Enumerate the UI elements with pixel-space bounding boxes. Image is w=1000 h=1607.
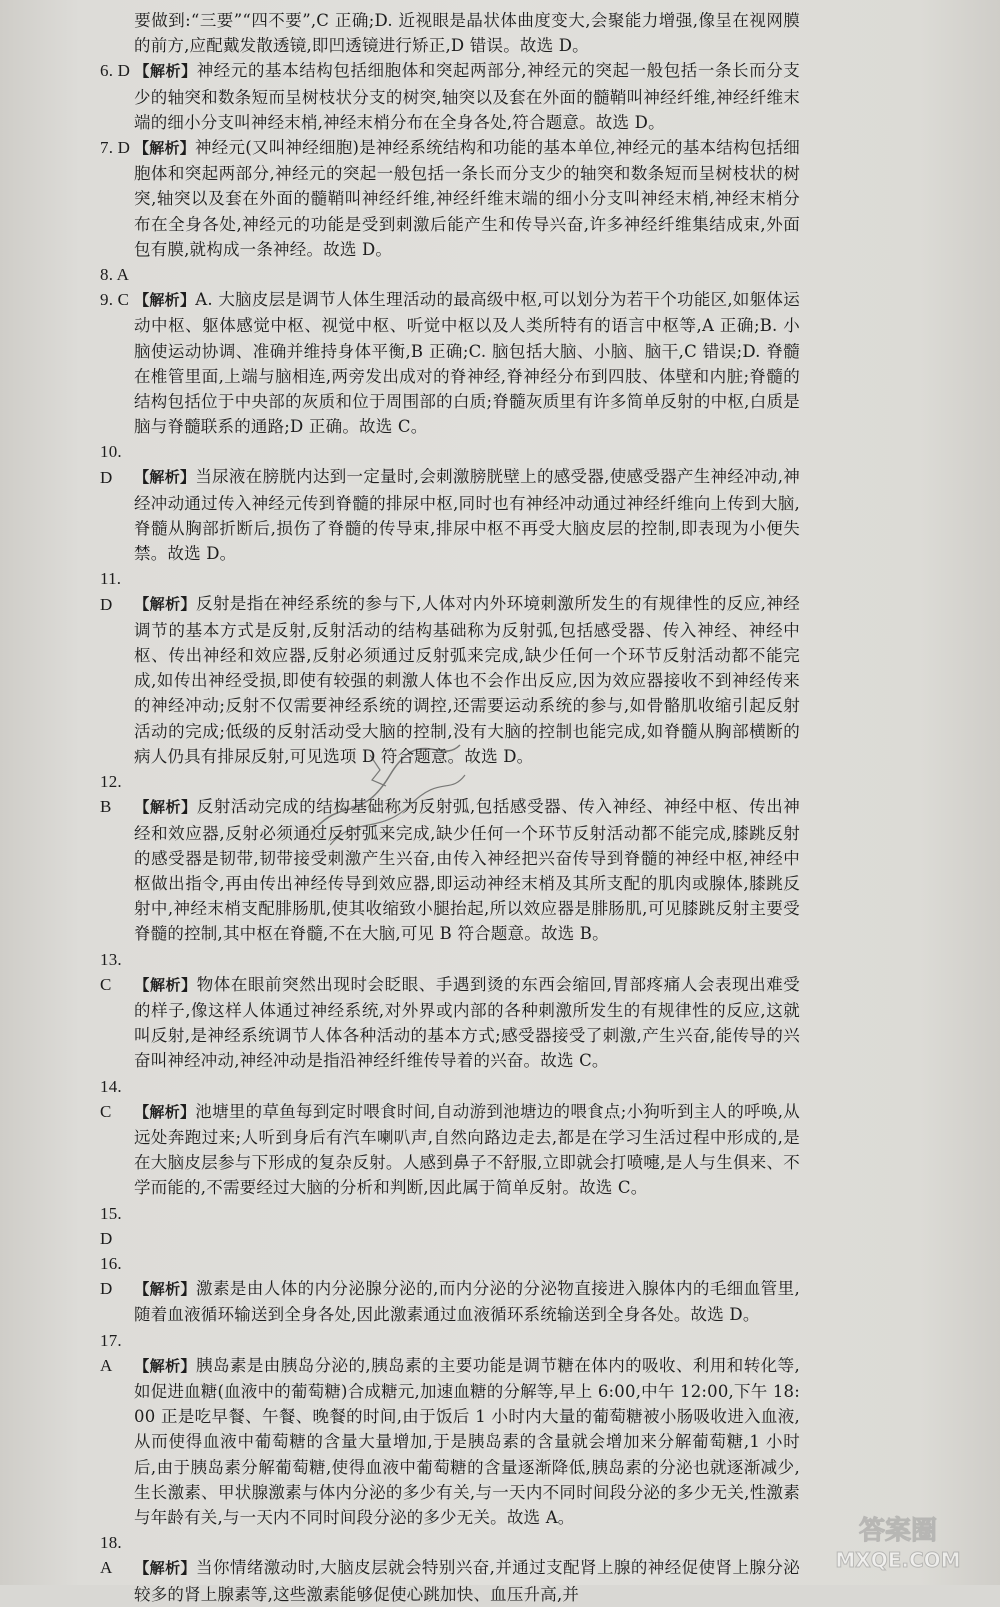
answer-number: 10. D: [100, 442, 122, 487]
watermark-top-text: 答案圈: [858, 1516, 938, 1546]
analysis-tag: 【解析】: [134, 139, 196, 158]
pen-scribble-mark: [300, 735, 470, 855]
answer-number: 17. A: [100, 1330, 122, 1375]
answer-item-15: [100, 1201, 800, 1251]
analysis-tag: 【解析】: [134, 1280, 196, 1299]
answer-text: 当尿液在膀胱内达到一定量时,会刺激膀胱壁上的感受器,使感受器产生神经冲动,神经冲动通过传入神经元传到脊髓的排尿中枢,同时也有神经冲动通过神经纤维向上传到大脑,脊髓从胸部折断后,损伤了脊髓的传导束,排尿中枢不再受大脑皮层的控制,即表现为小便失禁。故选 D。: [134, 467, 800, 564]
analysis-tag: 【解析】: [134, 468, 196, 487]
answer-number: 12. B: [100, 772, 122, 817]
answer-text: 反射活动完成的结构基础称为反射弧,包括感受器、传入神经、神经中枢、传出神经和效应器,反射必须通过反射弧来完成,缺少任何一个环节反射活动都不能完成,膝跳反射的感受器是韧带,韧带接受刺激产生兴奋,由传入神经把兴奋传导到脊髓的神经中枢,神经中枢做出指令,再由传出神经传导到效应器,即运动神经末梢及其所支配的肌肉或腺体,膝跳反射中,神经末梢支配腓肠肌,使其收缩致小腿抬起,所以效应器是腓肠肌,可见膝跳反射主要受脊髓的控制,其中枢在脊髓,不在大脑,可见 B 符合题意。故选 B。: [134, 797, 800, 944]
answer-text: 要做到:“三要”“四不要”,C 正确;D. 近视眼是晶状体曲度变大,会聚能力增强,像呈在视网膜的前方,应配戴发散透镜,即凹透镜进行矫正,D 错误。故选 D。: [134, 11, 800, 56]
watermark-bottom-text: MXQE.COM: [835, 1548, 961, 1572]
answer-item-18: [100, 1530, 800, 1607]
answer-text: 当你情绪激动时,大脑皮层就会特别兴奋,并通过支配肾上腺的神经促使肾上腺分泌较多的肾上腺素等,这些激素能够促使心跳加快、血压升高,并: [134, 1558, 800, 1604]
answer-item-8: [100, 262, 800, 287]
answer-item-5-continued: [100, 8, 800, 58]
answer-number: 7. D: [100, 138, 131, 158]
answer-number: 15. D: [100, 1203, 122, 1248]
analysis-tag: 【解析】: [134, 595, 196, 614]
answer-text: 反射是指在神经系统的参与下,人体对内外环境刺激所发生的有规律性的反应,神经调节的基本方式是反射,反射活动的结构基础称为反射弧,包括感受器、传入神经、神经中枢、传出神经和效应器,反射必须通过反射弧来完成,缺少任何一个环节反射活动都不能完成,如传出神经受损,即使有较强的刺激人体也不会作出反应,因为效应器接收不到神经传来的神经冲动;反射不仅需要神经系统的调控,还需要运动系统的参与,如骨骼肌收缩引起反射活动的完成;低级的反射活动受大脑的控制,没有大脑的控制也能完成,如脊髓从胸部横断的病人仍具有排尿反射,可见选项 D 符合题意。故选 D。: [134, 594, 800, 766]
answer-text: 激素是由人体的内分泌腺分泌的,而内分泌的分泌物直接进入腺体内的毛细血管里,随着血液循环输送到全身各处,因此激素通过血液循环系统输送到全身各处。故选 D。: [134, 1279, 800, 1325]
analysis-tag: 【解析】: [134, 1356, 196, 1375]
answer-text: 物体在眼前突然出现时会眨眼、手遇到烫的东西会缩回,胃部疼痛人会表现出难受的样子,像这样人体通过神经系统,对外界或内部的各种刺激所发生的有规律性的反应,这就叫反射,是神经系统调节人体各种活动的基本方式;感受器接受了刺激,产生兴奋,能传导的兴奋叫神经冲动,神经冲动是指沿神经纤维传导着的兴奋。故选 C。: [134, 974, 800, 1071]
answer-item-10: [100, 439, 800, 566]
answer-text: 池塘里的草鱼每到定时喂食时间,自动游到池塘边的喂食点;小狗听到主人的呼唤,从远处奔跑过来;人听到身后有汽车喇叭声,自然向路边走去,都是在学习生活过程中形成的,是在大脑皮层参与下形成的复杂反射。人感到鼻子不舒服,立即就会打喷嚏,是人与生俱来、不学而能的,不需要经过大脑的分析和判断,因此属于简单反射。故选 C。: [134, 1101, 800, 1198]
answer-item-6: [100, 58, 800, 135]
analysis-tag: 【解析】: [134, 798, 197, 817]
analysis-tag: 【解析】: [134, 1559, 196, 1578]
answer-number: 8. A: [100, 265, 130, 285]
answer-text: 神经元的基本结构包括细胞体和突起两部分,神经元的突起一般包括一条长而分支少的轴突和数条短而呈树枝状分支的树突,轴突以及套在外面的髓鞘叫神经纤维,神经纤维末端的细小分支叫神经末梢,神经末梢分布在全身各处,符合题意。故选 D。: [134, 61, 800, 132]
answer-text: A. 大脑皮层是调节人体生理活动的最高级中枢,可以划分为若干个功能区,如躯体运动中枢、躯体感觉中枢、视觉中枢、听觉中枢以及人类所特有的语言中枢等,A 正确;B. 小脑使运动协调、准确并维持身体平衡,B 正确;C. 脑包括大脑、小脑、脑干,C 错误;D. 脊髓在椎管里面,上端与脑相连,两旁发出成对的脊神经,脊神经分布到四肢、体壁和内脏;脊髓的结构包括位于中央部的灰质和位于周围部的白质;脊髓灰质里有许多简单反射的中枢,白质是脑与脊髓联系的通路;D 正确。故选 C。: [134, 290, 800, 437]
site-watermark-logo: [818, 1509, 978, 1573]
answer-item-16: [100, 1251, 800, 1328]
answer-number: 9. C: [100, 290, 130, 310]
answer-item-7: [100, 135, 800, 262]
analysis-tag: 【解析】: [134, 62, 197, 81]
answer-text: 神经元(又叫神经细胞)是神经系统结构和功能的基本单位,神经元的基本结构包括细胞体和突起两部分,神经元的突起一般包括一条长而分支少的轴突和数条短而呈树枝状的树突,轴突以及套在外面的髓鞘叫神经纤维,神经纤维末端的细小分支叫神经末梢,神经末梢分布在全身各处,神经元的功能是受到刺激后能产生和传导兴奋,许多神经纤维集结成束,外面包有膜,就构成一条神经。故选 D。: [134, 138, 800, 259]
answer-item-9: [100, 287, 800, 439]
answer-number: 18. A: [100, 1533, 122, 1578]
analysis-tag: 【解析】: [134, 1102, 196, 1121]
answer-number: 11. D: [100, 569, 122, 614]
analysis-tag: 【解析】: [134, 291, 196, 310]
answer-text: 胰岛素是由胰岛分泌的,胰岛素的主要功能是调节糖在体内的吸收、利用和转化等,如促进血糖(血液中的葡萄糖)合成糖元,加速血糖的分解等,早上 6:00,中午 12:00,下午 18:00 正是吃早餐、午餐、晚餐的时间,由于饭后 1 小时内大量的葡萄糖被小肠吸收进入血液,从而使得血液中葡萄糖的含量大量增加,于是胰岛素的含量就会增加来分解葡萄糖,1 小时后,由于胰岛素分解葡萄糖,使得血液中葡萄糖的含量逐渐降低,胰岛素的分泌也就逐渐减少,生长激素、甲状腺激素与体内分泌的多少有关,与一天内不同时间段分泌的多少无关,性激素与年龄有关,与一天内不同时间段分泌的多少无关。故选 A。: [134, 1355, 800, 1527]
answer-item-14: [100, 1074, 800, 1201]
answer-number: 13. C: [100, 949, 122, 994]
answer-item-17: [100, 1328, 800, 1531]
answer-number: 14. C: [100, 1076, 122, 1121]
analysis-tag: 【解析】: [134, 975, 197, 994]
answer-item-13: [100, 947, 800, 1074]
answer-number: 6. D: [100, 61, 131, 81]
answer-number: 16. D: [100, 1253, 122, 1299]
